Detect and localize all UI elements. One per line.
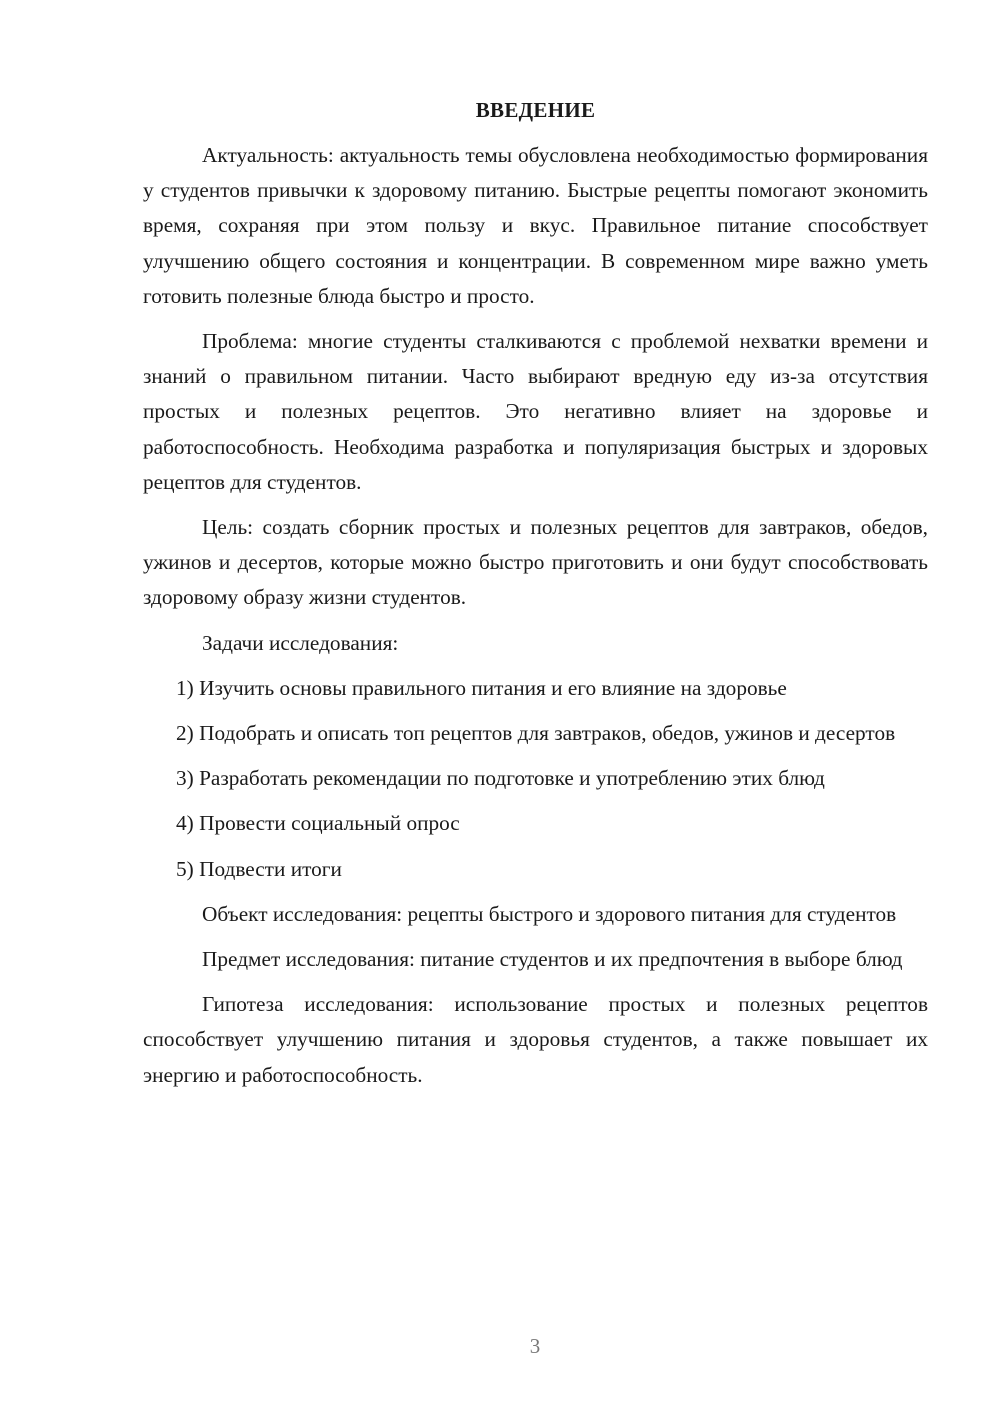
paragraph-subject: Предмет исследования: питание студентов и их предпочтения в выборе блюд xyxy=(202,947,903,972)
paragraph-hypothesis: Гипотеза исследования: использование простых и полезных рецептов способствует улучшению питания и здоровья студентов, а также повышает их энергию и работоспособность. xyxy=(143,992,928,1087)
page-title: ВВЕДЕНИЕ xyxy=(475,98,596,122)
document-page xyxy=(143,96,928,1103)
tasks-title: Задачи исследования: xyxy=(202,630,399,655)
task-item-1: 1) Изучить основы правильного питания и его влияние на здоровье xyxy=(176,675,787,700)
paragraph-relevance: Актуальность: актуальность темы обусловлена необходимостью формирования у студентов привычки к здоровому питанию. Быстрые рецепты помогают экономить время, сохраняя при этом пользу и вкус. Правильное питание способствует улучшению общего состояния и концентрации. В современном мире важно уметь готовить полезные блюда быстро и просто. xyxy=(143,143,928,308)
paragraph-object: Объект исследования: рецепты быстрого и здорового питания для студентов xyxy=(202,901,897,926)
task-item-4: 4) Провести социальный опрос xyxy=(176,811,460,836)
paragraph-problem: Проблема: многие студенты сталкиваются с проблемой нехватки времени и знаний о правильном питании. Часто выбирают вредную еду из-за отсутствия простых и полезных рецептов. Это негативно влияет на здоровье и работоспособность. Необходима разработка и популяризация быстрых и здоровых рецептов для студентов. xyxy=(143,329,928,494)
task-item-2: 2) Подобрать и описать топ рецептов для завтраков, обедов, ужинов и десертов xyxy=(176,721,896,746)
task-item-3: 3) Разработать рекомендации по подготовке и употреблению этих блюд xyxy=(176,766,825,791)
paragraph-goal: Цель: создать сборник простых и полезных рецептов для завтраков, обедов, ужинов и десертов, которые можно быстро приготовить и они будут способствовать здоровому образу жизни студентов. xyxy=(143,515,928,610)
task-item-5: 5) Подвести итоги xyxy=(176,856,342,881)
page-number: 3 xyxy=(529,1334,541,1358)
